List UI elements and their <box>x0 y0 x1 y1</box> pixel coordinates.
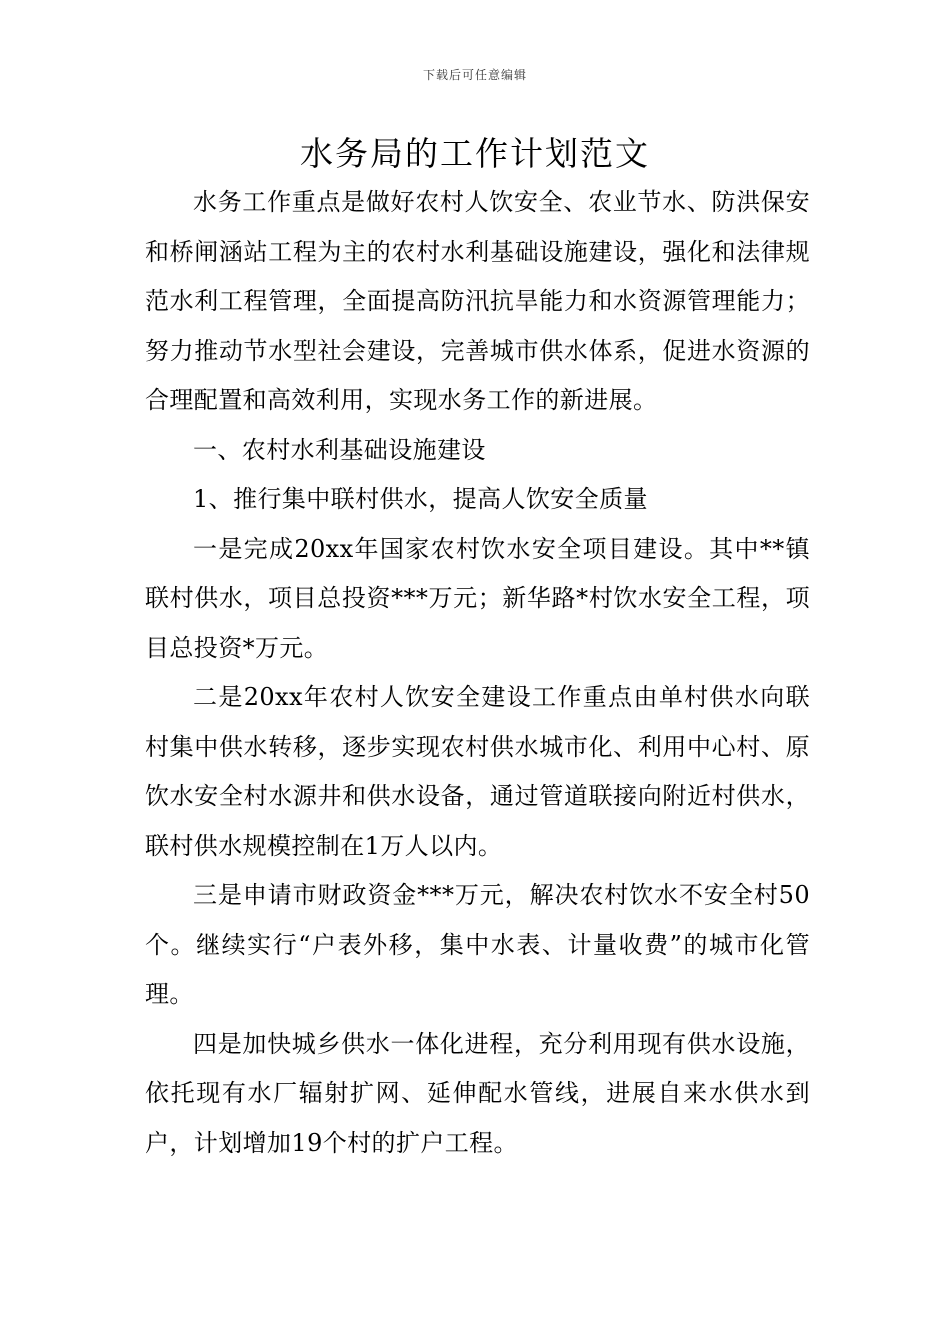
item-paragraph-4: 四是加快城乡供水一体化进程，充分利用现有供水设施，依托现有水厂辐射扩网、延伸配水管线，进展自来水供水到户，计划增加19个村的扩户工程。 <box>145 1029 810 1157</box>
item-paragraph-1: 一是完成20xx年国家农村饮水安全项目建设。其中**镇联村供水，项目总投资***万元；新华路*村饮水安全工程，项目总投资*万元。 <box>145 534 810 662</box>
document-title: 水务局的工作计划范文 <box>300 134 650 173</box>
subsection-heading: 1、推行集中联村供水，提高人饮安全质量 <box>193 485 648 513</box>
item-paragraph-3: 三是申请市财政资金***万元，解决农村饮水不安全村50个。继续实行“户表外移，集中水表、计量收费”的城市化管理。 <box>145 881 810 1008</box>
header-note: 下载后可任意编辑 <box>422 68 527 82</box>
section-heading: 一、农村水利基础设施建设 <box>193 435 486 464</box>
item-paragraph-2: 二是20xx年农村人饮安全建设工作重点由单村供水向联村集中供水转移，逐步实现农村供水城市化、利用中心村、原饮水安全村水源井和供水设备，通过管道联接向附近村供水，联村供水规模控制在1万人以内。 <box>145 683 810 860</box>
intro-paragraph: 水务工作重点是做好农村人饮安全、农业节水、防洪保安和桥闸涵站工程为主的农村水利基础设施建设，强化和法律规范水利工程管理，全面提高防汛抗旱能力和水资源管理能力；努力推动节水型社会建设，完善城市供水体系，促进水资源的合理配置和高效利用，实现水务工作的新进展。 <box>145 188 810 414</box>
document-body <box>145 178 810 1168</box>
